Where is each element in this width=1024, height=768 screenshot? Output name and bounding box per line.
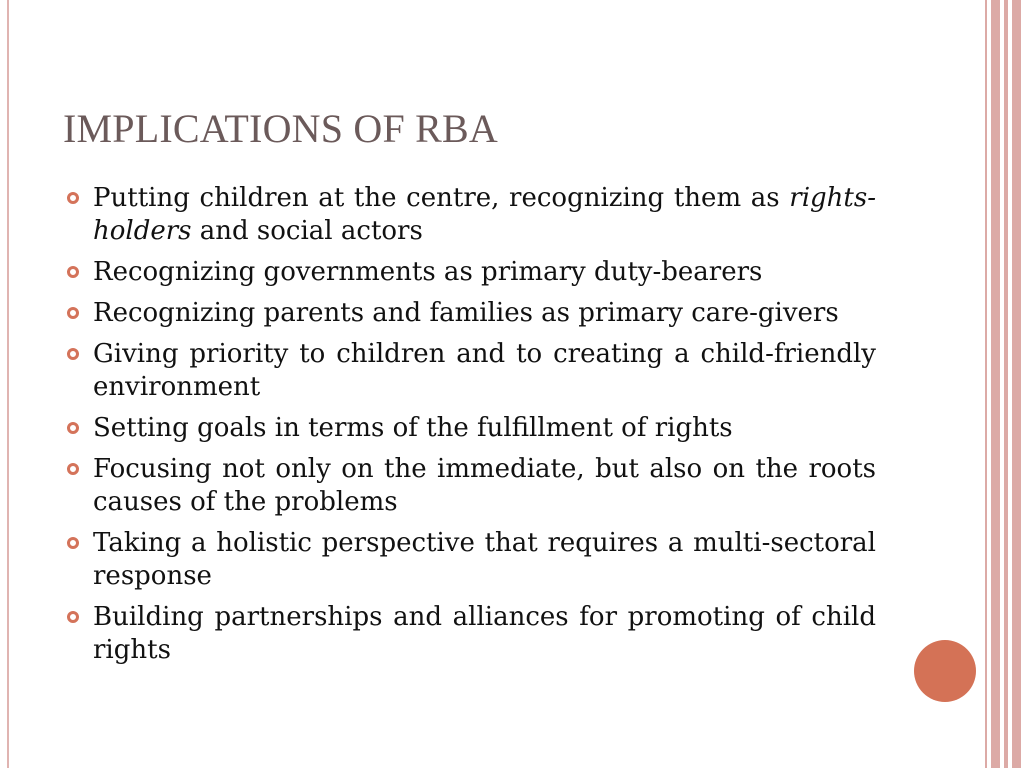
bullet-circle-icon [67,537,79,549]
bullet-text: Setting goals in terms of the fulfillment of rights [93,413,733,443]
bullet-circle-icon [67,463,79,475]
slide-title: IMPLICATIONS OF RBA [63,106,498,151]
stripe-1 [985,0,987,768]
stripe-3 [1004,0,1008,768]
stripe-4 [1012,0,1021,768]
bullet-text: Building partnerships and alliances for promoting of child rights [93,602,876,665]
bullet-item [64,182,876,248]
bullet-circle-icon [67,611,79,623]
bullet-text-part: and social actors [191,216,423,246]
stripe-2 [991,0,1000,768]
bullet-circle-icon [67,348,79,360]
bullet-list [64,182,876,675]
left-frame-line [7,0,9,768]
decorative-circle [914,640,976,702]
bullet-circle-icon [67,192,79,204]
bullet-text-part: Putting children at the centre, recognizing them as [93,183,790,213]
bullet-text: Giving priority to children and to creating a child-friendly environment [93,339,876,402]
bullet-text: Recognizing parents and families as primary care-givers [93,298,839,328]
bullet-item [64,601,876,667]
bullet-item [64,297,876,330]
bullet-circle-icon [67,422,79,434]
bullet-text: Focusing not only on the immediate, but also on the roots causes of the problems [93,454,876,517]
bullet-item [64,527,876,593]
bullet-text-emphasis: rights-holders [93,183,876,246]
bullet-circle-icon [67,266,79,278]
bullet-item [64,412,876,445]
bullet-item [64,256,876,289]
bullet-text: Recognizing governments as primary duty-bearers [93,257,763,287]
bullet-item [64,453,876,519]
bullet-text: Taking a holistic perspective that requires a multi-sectoral response [93,528,876,591]
decorative-stripes [982,0,1024,768]
bullet-circle-icon [67,307,79,319]
bullet-item [64,338,876,404]
